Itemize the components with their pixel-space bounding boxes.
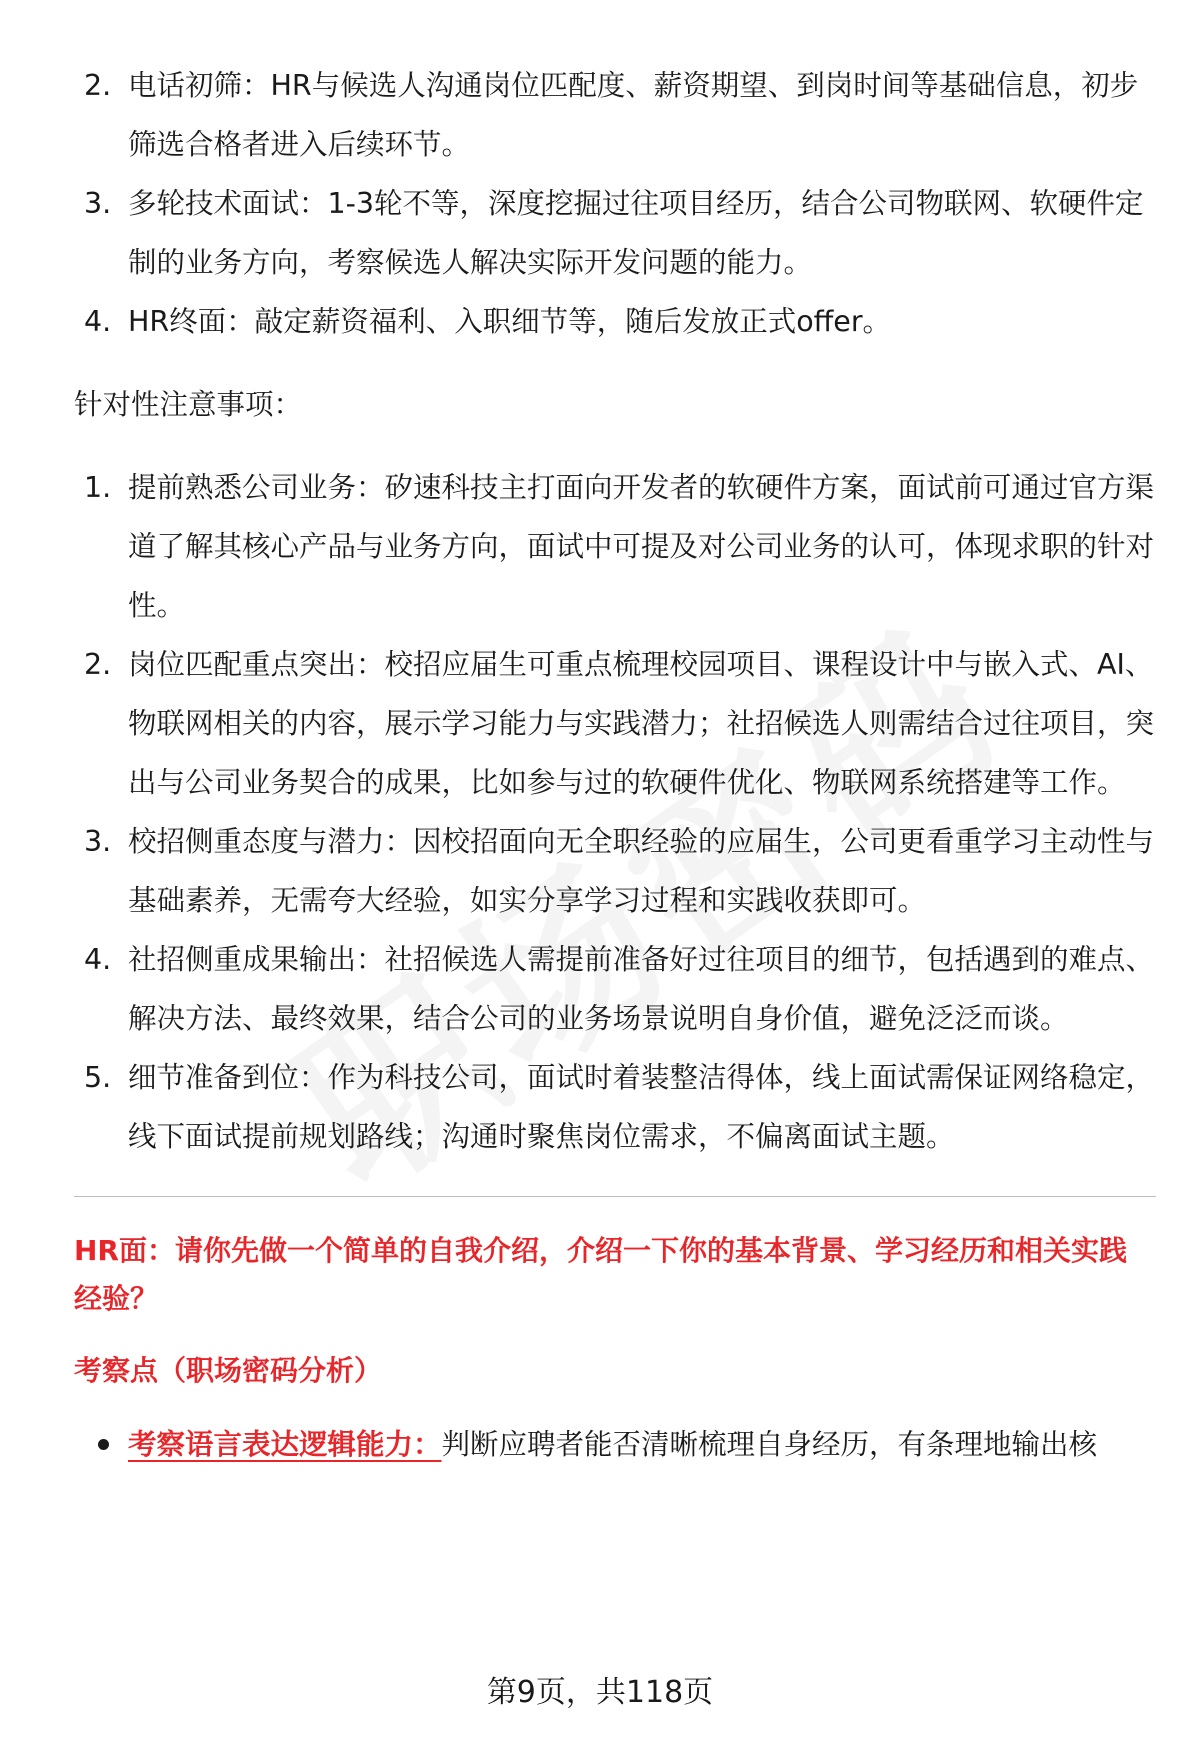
list-number: 2. [84,69,112,102]
list-item [74,635,1154,812]
hr-question-heading: HR面：请你先做一个简单的自我介绍，介绍一下你的基本背景、学习经历和相关实践经验？ [74,1234,1127,1315]
notes-heading: 针对性注意事项： [74,388,303,421]
list-item-text: 校招侧重态度与潜力：因校招面向无全职经验的应届生，公司更看重学习主动性与基础素养，无需夸大经验，如实分享学习过程和实践收获即可。 [128,825,1155,917]
notes-list [74,458,1154,1166]
list-item [74,812,1154,930]
list-item-text: 提前熟悉公司业务：矽速科技主打面向开发者的软硬件方案，面试前可通过官方渠道了解其核心产品与业务方向，面试中可提及对公司业务的认可，体现求职的针对性。 [128,471,1155,622]
list-item [74,174,1154,292]
list-item-text: 社招侧重成果输出：社招候选人需提前准备好过往项目的细节，包括遇到的难点、解决方法、最终效果，结合公司的业务场景说明自身价值，避免泛泛而谈。 [128,943,1155,1035]
list-item [74,1415,1154,1474]
list-number: 4. [84,305,112,338]
bullet-key-phrase: 考察语言表达逻辑能力： [128,1428,442,1461]
list-item [74,930,1154,1048]
interview-process-list [74,56,1154,351]
assessment-bullets [74,1415,1154,1474]
list-item [74,458,1154,635]
list-number: 4. [84,943,112,976]
list-item-text: 多轮技术面试：1-3轮不等，深度挖掘过往项目经历，结合公司物联网、软硬件定制的业务方向，考察候选人解决实际开发问题的能力。 [128,187,1144,279]
list-item-text: 岗位匹配重点突出：校招应届生可重点梳理校园项目、课程设计中与嵌入式、AI、物联网相关的内容，展示学习能力与实践潜力；社招候选人则需结合过往项目，突出与公司业务契合的成果，比如参与过的软硬件优化、物联网系统搭建等工作。 [128,648,1155,799]
assessment-point-heading: 考察点（职场密码分析） [74,1354,383,1387]
list-item [74,292,1154,351]
list-item-text: HR终面：敲定薪资福利、入职细节等，随后发放正式offer。 [128,305,892,338]
list-number: 5. [84,1061,112,1094]
bullet-dot-icon [98,1439,109,1450]
list-number: 2. [84,648,112,681]
list-item-text: 电话初筛：HR与候选人沟通岗位匹配度、薪资期望、到岗时间等基础信息，初步筛选合格者进入后续环节。 [128,69,1139,161]
section-divider [74,1196,1156,1197]
list-number: 1. [84,471,112,504]
page-number-footer: 第9页，共118页 [486,1675,714,1710]
list-item [74,1048,1154,1166]
list-number: 3. [84,825,112,858]
page-content [74,56,1154,1474]
bullet-text: 判断应聘者能否清晰梳理自身经历，有条理地输出核 [441,1428,1098,1461]
list-item-text: 细节准备到位：作为科技公司，面试时着装整洁得体，线上面试需保证网络稳定，线下面试提前规划路线；沟通时聚焦岗位需求，不偏离面试主题。 [128,1061,1155,1153]
list-item [74,56,1154,174]
list-number: 3. [84,187,112,220]
